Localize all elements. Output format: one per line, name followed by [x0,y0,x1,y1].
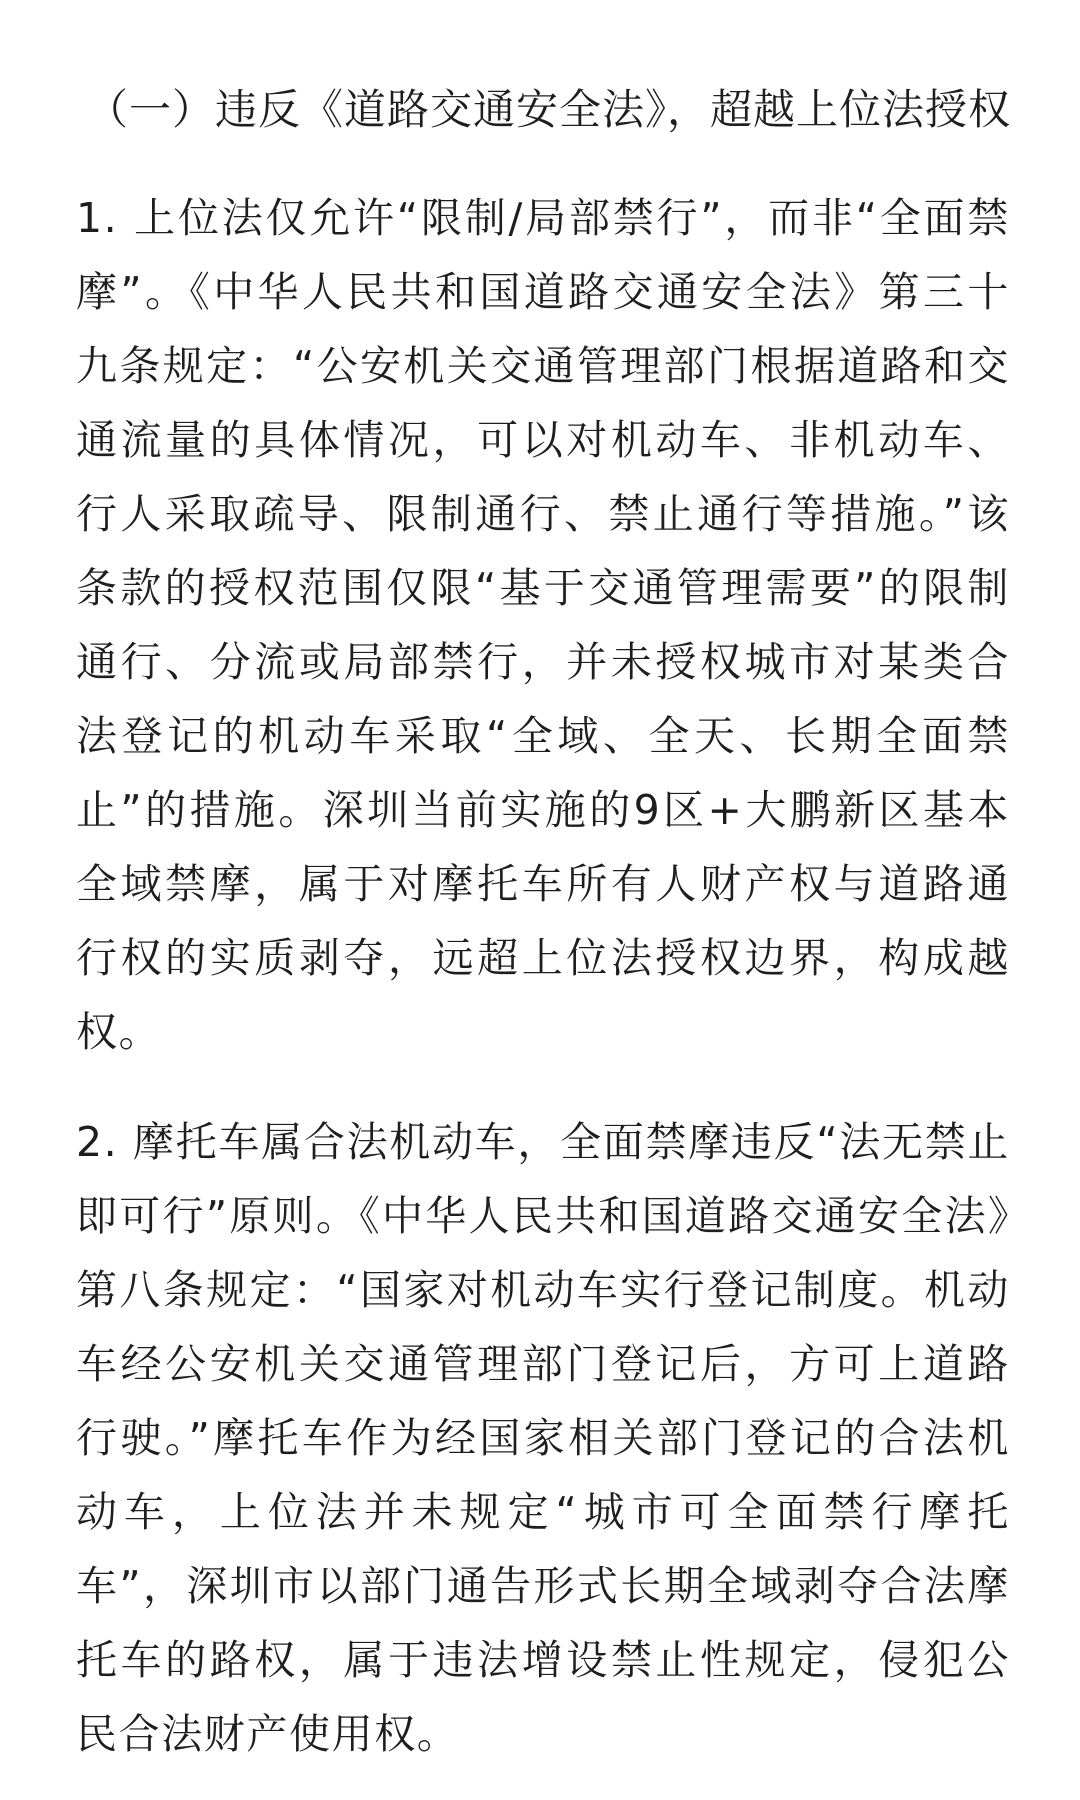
section-heading: （一）违反《道路交通安全法》，超越上位法授权 [86,85,1012,134]
paragraph-1: 1. 上位法仅允许“限制/局部禁行”，而非“全面禁摩”。《中华人民共和国道路交通安全法》第三十九条规定：“公安机关交通管理部门根据道路和交通流量的具体情况，可以对机动车、非机动车、行人采取疏导、限制通行、禁止通行等措施。”该条款的授权范围仅限“基于交通管理需要”的限制通行、分流或局部禁行，并未授权城市对某类合法登记的机动车采取“全域、全天、长期全面禁止”的措施。深圳当前实施的9区+大鹏新区基本全域禁摩，属于对摩托车所有人财产权与道路通行权的实质剥夺，远超上位法授权边界，构成越权。 [76,194,1010,1056]
paragraph-2: 2. 摩托车属合法机动车，全面禁摩违反“法无禁止即可行”原则。《中华人民共和国道路交通安全法》第八条规定：“国家对机动车实行登记制度。机动车经公安机关交通管理部门登记后，方可上道路行驶。”摩托车作为经国家相关部门登记的合法机动车，上位法并未规定“城市可全面禁行摩托车”，深圳市以部门通告形式长期全域剥夺合法摩托车的路权，属于违法增设禁止性规定，侵犯公民合法财产使用权。 [76,1118,1010,1758]
